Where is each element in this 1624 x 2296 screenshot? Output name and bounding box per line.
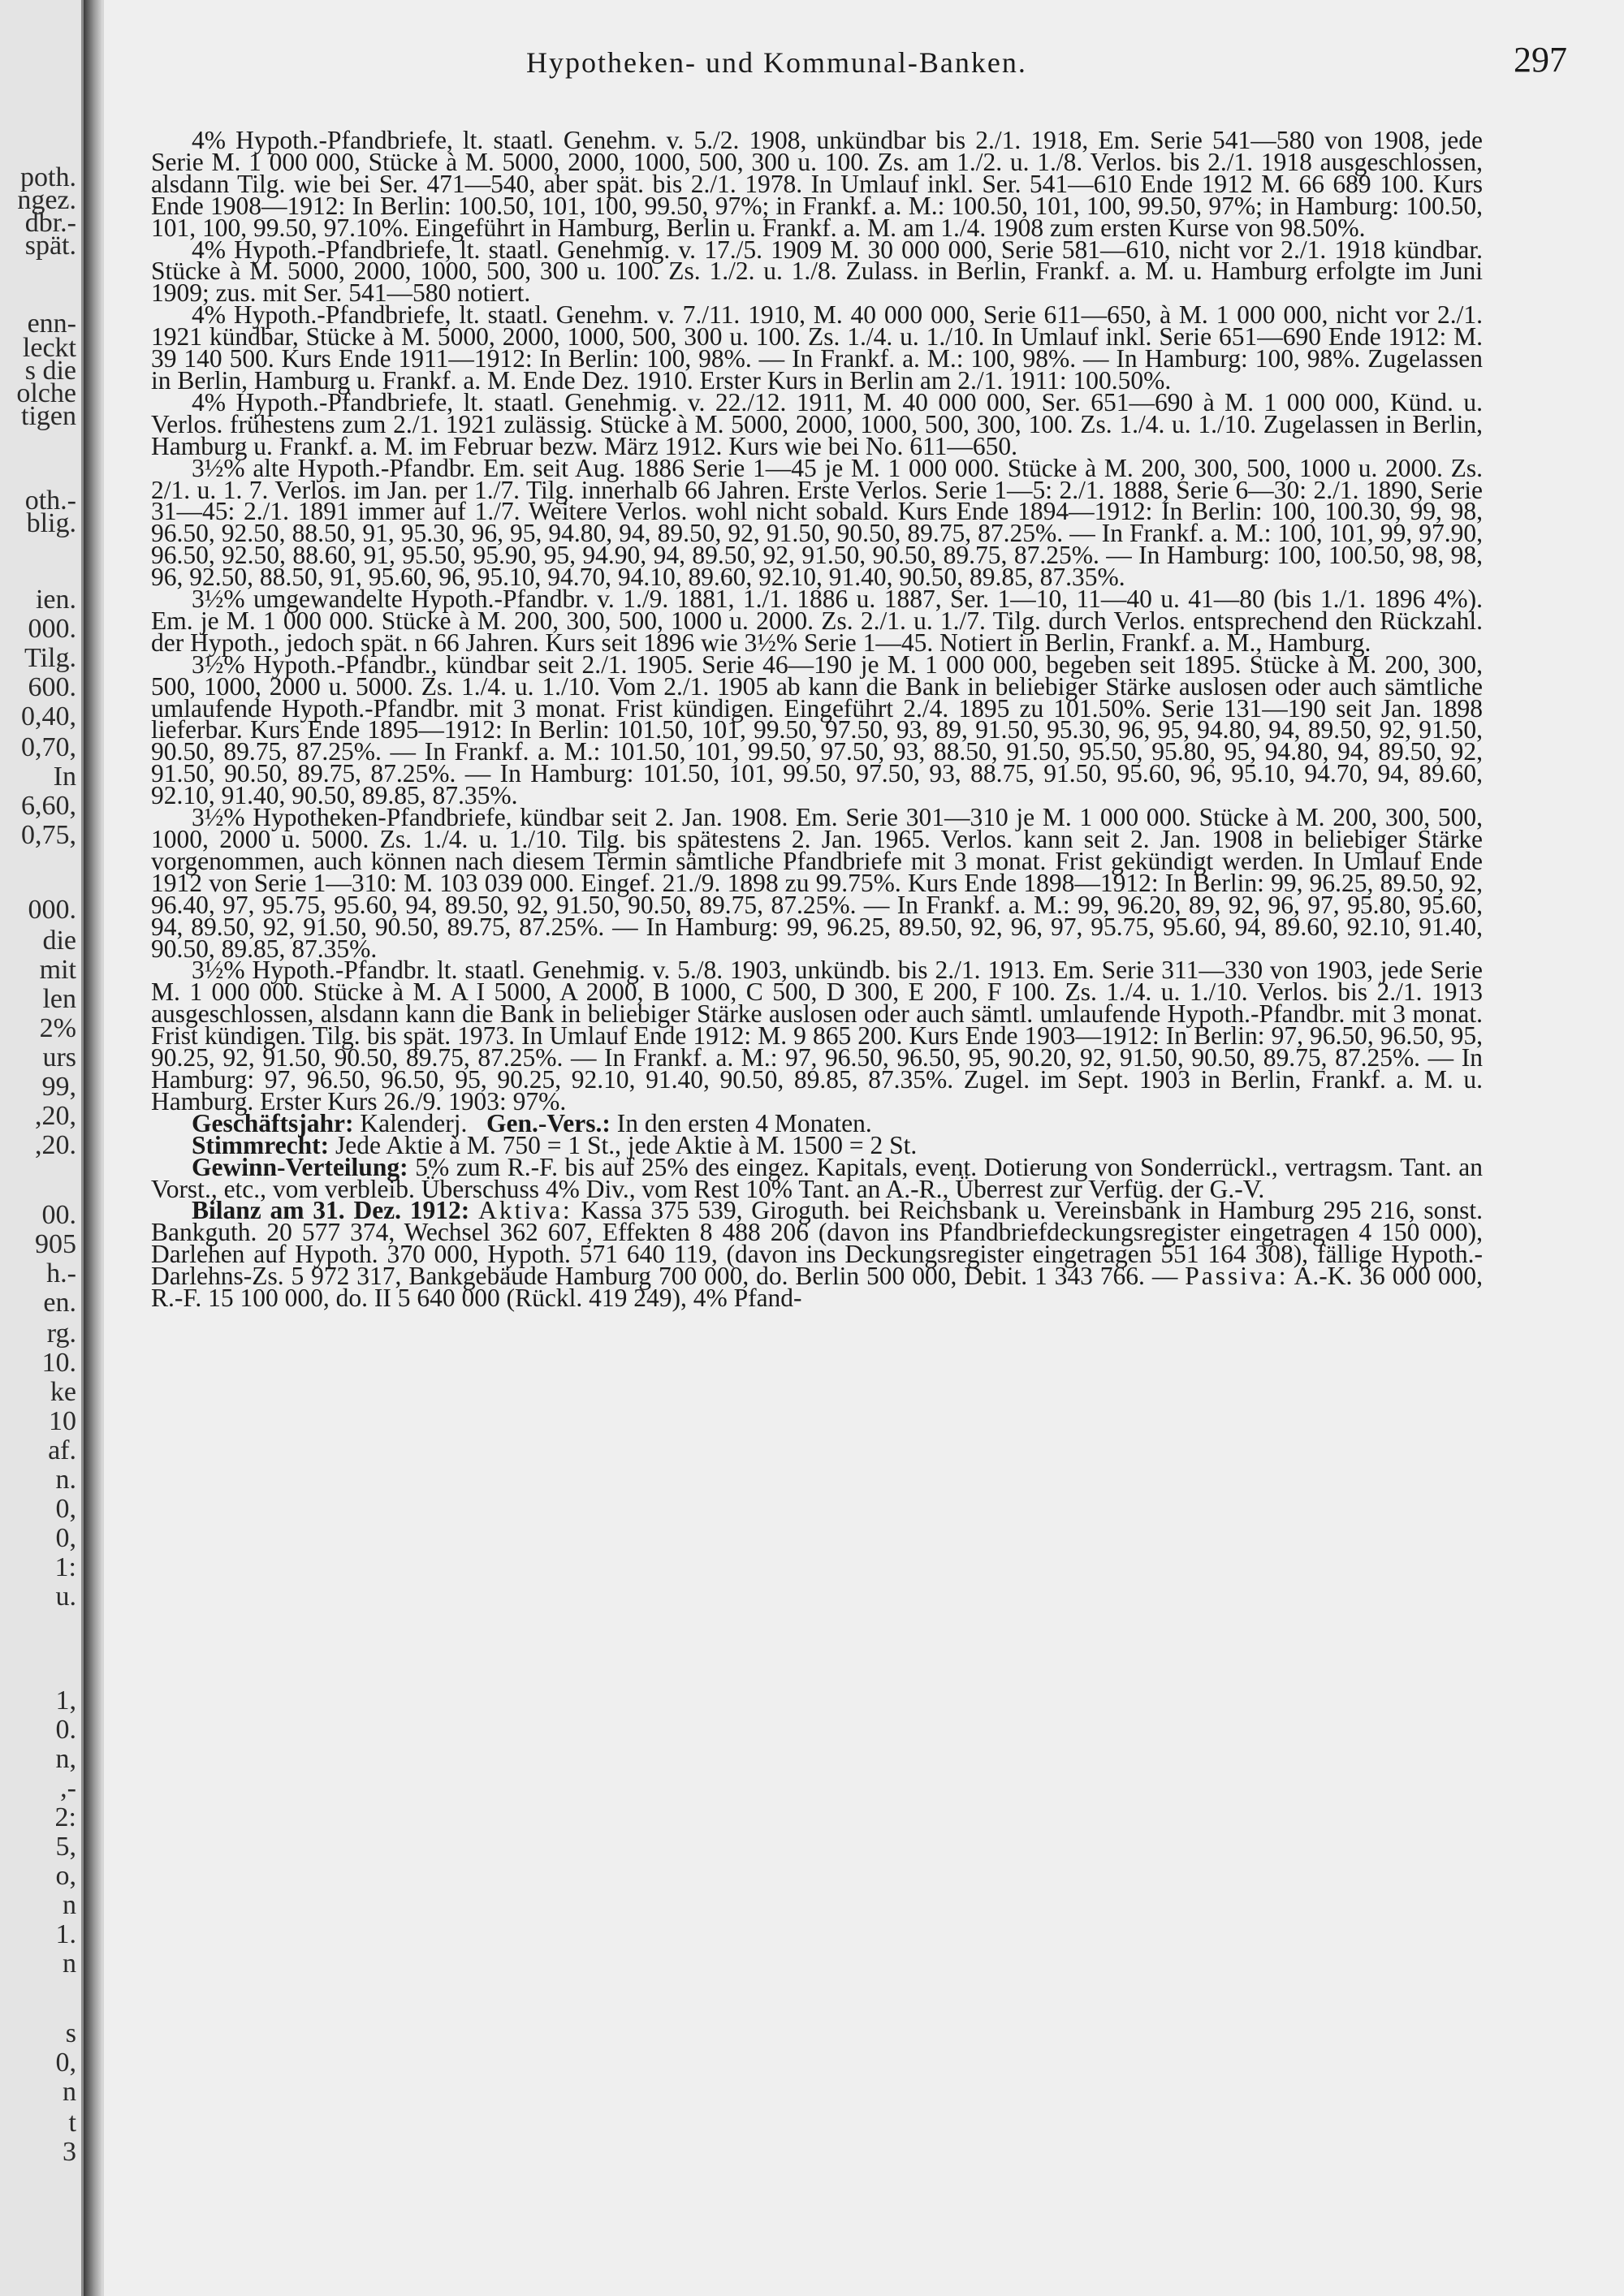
prev-page-fragment: 600.: [28, 672, 76, 702]
bilanz-paragraph: Bilanz am 31. Dez. 1912: Aktiva: Kassa 375 539, Giroguth. bei Reichsbank u. Vereinsbank in Hamburg 295 216, sonst. Bankguth. 20 577 374, Wechsel 362 607, Effekten 8 488 206 (davon ins Pfandbriefdeckungsregister eingetragen 4 150 000), Darlehen auf Hypoth. 370 000, Hypoth. 571 640 119, (davon ins Deckungsregister eingetragen 551 164 308), fällige Hypoth.-Darlehns-Zs. 5 972 317, Bankgebäude Hamburg 700 000, do. Berlin 500 000, Debit. 1 343 766. — Passiva: A.-K. 36 000 000, R.-F. 15 100 000, do. II 5 640 000 (Rückl. 419 249), 4% Pfand-: [151, 1196, 1484, 1313]
prev-page-fragment: u.: [55, 1582, 76, 1612]
prev-page-fragment: blig.: [26, 508, 76, 538]
prev-page-fragment: n: [63, 1890, 76, 1920]
prev-page-fragment: o,: [55, 1861, 76, 1891]
prev-page-fragment: 0,: [55, 1523, 76, 1553]
prev-page-fragment: spät.: [24, 231, 76, 261]
prev-page-fragment: ke: [50, 1377, 76, 1407]
prev-page-fragment: enn-: [27, 309, 76, 339]
prev-page-fragment: s die: [24, 356, 76, 386]
prev-page-fragment: 0,: [55, 2048, 76, 2078]
gen-vers-label: Gen.-Vers.:: [486, 1108, 611, 1137]
prev-page-fragment: ,20,: [35, 1101, 76, 1131]
prev-page-fragment: len: [42, 984, 76, 1014]
prev-page-fragment: 2%: [39, 1013, 76, 1043]
prev-page-fragment: 0,: [55, 1494, 76, 1524]
prev-page-fragment: 0.: [55, 1715, 76, 1745]
prev-page-fragment: oth.-: [24, 486, 76, 516]
prev-page-fragment: en.: [43, 1288, 76, 1318]
prev-page-fragment: 99,: [41, 1072, 76, 1102]
aktiva-label: Aktiva:: [478, 1196, 572, 1225]
prev-page-fragment: 1:: [54, 1552, 76, 1582]
prev-page-fragment: poth.: [20, 162, 76, 192]
aktiva-text: Kassa 375 539, Giroguth. bei Reichsbank u. Vereinsbank in Hamburg 295 216, sonst. Bankguth. 20 577 374, Wechsel 362 607, Effekten 8 488 206 (davon ins Pfandbriefdeckungsregister eingetragen 4 150 000), Darlehen auf Hypoth. 370 000, Hypoth. 571 640 119, (davon ins Deckungsregister eingetragen 551 164 308), fällige Hypoth.-Darlehns-Zs. 5 972 317, Bankgebäude Hamburg 700 000, do. Berlin 500 000, Debit. 1 343 766.: [151, 1196, 1484, 1291]
prev-page-fragment: 10: [49, 1406, 76, 1436]
prev-page-fragment: 1.: [55, 1919, 76, 1949]
bilanz-label: Bilanz am 31. Dez. 1912:: [192, 1196, 470, 1225]
stimmrecht-label: Stimmrecht:: [192, 1130, 330, 1159]
gewinn-verteilung-paragraph: [151, 1152, 1484, 1203]
pfandbrief-paragraph: 3½% Hypoth.-Pfandbr. lt. staatl. Genehmig. v. 5./8. 1903, unkündb. bis 2./1. 1913. Em. Serie 311—330 von 1903, jede Serie M. 1 000 000. Stücke à M. A I 5000, A 2000, B 1000, C 500, D 300, E 200, F 100. Zs. 1./4. u. 1./10. Verlos. bis 2./1. 1913 ausgeschlossen, alsdann kann die Bank in beliebiger Stärke auslosen oder auch sämtl. umlaufende Hypoth.-Pfandbr. mit 3 monat. Frist kündigen. Tilg. bis spät. 1973. In Umlauf Ende 1912: M. 9 865 200. Kurs Ende 1903—1912: In Berlin: 97, 96.50, 96.50, 95, 90.25, 92, 91.50, 90.50, 89.75, 87.25%. — In Frankf. a. M.: 97, 96.50, 96.50, 95, 90.20, 92, 91.50, 90.50, 89.75, 87.25%. — In Hamburg: 97, 96.50, 96.50, 95, 90.25, 92.10, 91.40, 90.50, 89.85, 87.35%. Zugel. im Sept. 1903 in Berlin, Frankf. a. M. u. Hamburg. Erster Kurs 26./9. 1903: 97%.: [151, 956, 1483, 1116]
passiva-text: A.-K. 36 000 000, R.-F. 15 100 000, do. II 5 640 000 (Rückl. 419 249), 4% Pfand-: [151, 1262, 1483, 1313]
prev-page-fragment: Tilg.: [24, 643, 76, 673]
pfandbrief-paragraph: 4% Hypoth.-Pfandbriefe, lt. staatl. Genehmig. v. 17./5. 1909 M. 30 000 000, Serie 581—610, nicht vor 2./1. 1918 kündbar. Stücke à M. 5000, 2000, 1000, 500, 300 u. 100. Zs. 1./2. u. 1./8. Zulass. in Berlin, Frankf. a. M. u. Hamburg erfolgte im Juni 1909; zus. mit Ser. 541—580 notiert.: [151, 235, 1483, 308]
prev-page-fragment: s: [65, 2018, 76, 2048]
prev-page-fragment: In: [53, 762, 76, 792]
prev-page-fragment: t: [68, 2108, 76, 2138]
prev-page-fragment: rg.: [46, 1318, 76, 1349]
prev-page-fragment: 6,60,: [21, 791, 76, 821]
page-header: [104, 40, 1624, 86]
geschaeftsjahr-label: Geschäftsjahr:: [192, 1108, 354, 1137]
prev-page-fragment: 00.: [41, 1200, 76, 1230]
pfandbrief-paragraph: 3½% Hypoth.-Pfandbr., kündbar seit 2./1. 1905. Serie 46—190 je M. 1 000 000, begeben seit 1895. Stücke à M. 200, 300, 500, 1000, 2000 u. 5000. Zs. 1./4. u. 1./10. Vom 2./1. 1905 ab kann die Bank in beliebiger Stärke auslosen oder auch sämtliche umlaufende Hypoth.-Pfandbr. mit 3 monat. Frist kündigen. Eingeführt 2./4. 1895 zu 101.50%. Serie 131—190 seit Jan. 1898 lieferbar. Kurs Ende 1895—1912: In Berlin: 101.50, 101, 99.50, 97.50, 93, 89, 91.50, 95.30, 96, 95, 94.80, 94, 89.50, 92, 91.50, 90.50, 89.75, 87.25%. — In Frankf. a. M.: 101.50, 101, 99.50, 97.50, 93, 88.50, 91.50, 95.50, 95.80, 95, 94.80, 94, 89.50, 92, 91.50, 90.50, 89.75, 87.25%. — In Hamburg: 101.50, 101, 99.50, 97.50, 93, 88.75, 91.50, 95.60, 96, 95.10, 94.70, 94, 89.60, 92.10, 91.40, 90.50, 89.85, 87.35%.: [151, 650, 1483, 810]
prev-page-fragment: n: [63, 1949, 76, 1979]
pfandbrief-paragraph: 3½% Hypotheken-Pfandbriefe, kündbar seit 2. Jan. 1908. Em. Serie 301—310 je M. 1 000 000. Stücke à M. 200, 300, 500, 1000, 2000 u. 5000. Zs. 1./4. u. 1./10. Tilg. bis spätestens 2. Jan. 1965. Verlos. kann seit 2. Jan. 1908 in beliebiger Stärke vorgenommen, auch können nach diesem Termin sämtliche Pfandbriefe mit 3 monat. Frist gekündigt werden. In Umlauf Ende 1912 von Serie 1—310: M. 103 039 000. Eingef. 21./9. 1898 zu 99.75%. Kurs Ende 1898—1912: In Berlin: 99, 96.25, 89.50, 92, 96.40, 97, 95.75, 95.60, 94, 89.50, 92, 91.50, 90.50, 89.75, 87.25%. — In Frankf. a. M.: 99, 96.20, 89, 92, 96, 97, 95.80, 95.60, 94, 89.50, 92, 91.50, 90.50, 89.75, 87.25%. — In Hamburg: 99, 96.25, 89.50, 92, 96, 97, 95.75, 95.60, 94, 89.60, 92.10, 91.40, 90.50, 89.85, 87.35%.: [151, 803, 1483, 963]
prev-page-fragment: 905: [35, 1229, 76, 1259]
pfandbrief-paragraph: 3½% alte Hypoth.-Pfandbr. Em. seit Aug. 1886 Serie 1—45 je M. 1 000 000. Stücke à M. 200, 300, 500, 1000 u. 2000. Zs. 2/1. u. 1. 7. Verlos. im Jan. per 1./7. Tilg. innerhalb 66 Jahren. Erste Verlos. Serie 1—5: 2./1. 1888, Serie 6—30: 2./1. 1890, Serie 31—45: 2./1. 1891 immer auf 1./7. Weitere Verlos. wohl nicht sobald. Kurs Ende 1894—1912: In Berlin: 100, 100.30, 99, 98, 96.50, 92.50, 88.50, 91, 95.30, 96, 95, 94.80, 94, 89.50, 92, 91.50, 90.50, 89.75, 87.25%. — In Frankf. a. M.: 100, 101, 99, 97.90, 96.50, 92.50, 88.60, 91, 95.50, 95.90, 95, 94.90, 94, 89.50, 92, 91.50, 90.50, 89.75, 87.25%. — In Hamburg: 100, 100.50, 98, 98, 96, 92.50, 88.50, 91, 95.60, 96, 95.10, 94.70, 94.10, 89.60, 92.10, 91.40, 90.50, 89.85, 87.35%.: [151, 453, 1483, 592]
gewinn-verteilung-text: 5% zum R.-F. bis auf 25% des eingez. Kapitals, event. Dotierung von Sonderrückl., vertragsm. Tant. an Vorst., etc., vom verbleib. Überschuss 4% Div., vom Rest 10% Tant. an A.-R., Überrest zur Verfüg. der G.-V.: [151, 1152, 1484, 1203]
prev-page-fragment: die: [42, 926, 76, 956]
pfandbrief-paragraph: 3½% umgewandelte Hypoth.-Pfandbr. v. 1./9. 1881, 1./1. 1886 u. 1887, Ser. 1—10, 11—40 u. 41—80 (bis 1./1. 1896 4%). Em. je M. 1 000 000. Stücke à M. 200, 300, 500, 1000 u. 2000. Zs. 2./1. u. 1./7. Tilg. durch Verlos. entsprechend den Rückzahl. der Hypoth., jedoch spät. n 66 Jahren. Kurs seit 1896 wie 3½% Serie 1—45. Notiert in Berlin, Frankf. a. M., Hamburg.: [151, 585, 1483, 657]
pfandbrief-paragraph: 4% Hypoth.-Pfandbriefe, lt. staatl. Genehm. v. 5./2. 1908, unkündbar bis 2./1. 1918, Em. Serie 541—580 von 1908, jede Serie M. 1 000 000, Stücke à M. 5000, 2000, 1000, 500, 300 u. 100. Zs. am 1./2. u. 1./8. Verlos. bis 2./1. 1918 ausgeschlossen, alsdann Tilg. wie bei Ser. 471—540, aber spät. bis 2./1. 1978. In Umlauf inkl. Ser. 541—610 Ende 1912 M. 66 689 100. Kurs Ende 1908—1912: In Berlin: 100.50, 101, 100, 99.50, 97%; in Frankf. a. M.: 100.50, 101, 100, 99.50, 97%; in Hamburg: 100.50, 101, 100, 99.50, 97.10%. Eingeführt in Hamburg, Berlin u. Frankf. a. M. am 1./4. 1908 zum ersten Kurse von 98.50%.: [151, 126, 1483, 242]
passiva-label: Passiva:: [1185, 1262, 1289, 1291]
book-page: [104, 0, 1624, 2296]
page-body: [151, 126, 1484, 1313]
prev-page-fragment: n,: [55, 1744, 76, 1774]
prev-page-fragment: urs: [42, 1042, 76, 1072]
prev-page-fragment: leckt: [22, 333, 76, 363]
pfandbrief-paragraph: 4% Hypoth.-Pfandbriefe, lt. staatl. Genehm. v. 7./11. 1910, M. 40 000 000, Serie 611—650, à M. 1 000 000, nicht vor 2./1. 1921 kündbar, Stücke à M. 5000, 2000, 1000, 500, 300 u. 100. Zs. 1./4. u. 1./10. In Umlauf inkl. Serie 651—690 Ende 1912: M. 39 140 500. Kurs Ende 1911—1912: In Berlin: 100, 98%. — In Frankf. a. M.: 100, 98%. — In Hamburg: 100, 98%. Zugelassen in Berlin, Hamburg u. Frankf. a. M. Ende Dez. 1910. Erster Kurs in Berlin am 2./1. 1911: 100.50%.: [151, 300, 1483, 395]
prev-page-fragment: 3: [63, 2137, 76, 2167]
prev-page-fragment: 0,70,: [21, 732, 76, 762]
prev-page-fragment: af.: [48, 1435, 76, 1465]
stimmrecht-text: Jede Aktie à M. 750 = 1 St., jede Aktie à M. 1500 = 2 St.: [335, 1130, 918, 1159]
prev-page-fragment: olche: [16, 378, 76, 408]
prev-page-fragment: mit: [39, 955, 76, 985]
geschaeftsjahr-text: Kalenderj.: [360, 1108, 468, 1137]
prev-page-fragment: 0,75,: [21, 820, 76, 850]
prev-page-fragment: ,20.: [35, 1130, 76, 1160]
prev-page-fragment: dbr.-: [24, 208, 76, 238]
running-head: Hypotheken- und Kommunal-Banken.: [526, 46, 1027, 79]
prev-page-fragment: 10.: [41, 1348, 76, 1378]
prev-page-fragment: ngez.: [17, 185, 76, 215]
book-gutter: [84, 0, 102, 2296]
page-number: 297: [1514, 40, 1567, 80]
prev-page-fragment: 1,: [55, 1685, 76, 1716]
prev-page-fragment: 2:: [54, 1802, 76, 1832]
prev-page-fragment: h.-: [46, 1258, 76, 1288]
prev-page-fragment: ien.: [35, 585, 76, 615]
prev-page-fragment: 000.: [28, 895, 76, 925]
prev-page-fragment: n.: [55, 1465, 76, 1495]
gen-vers-text: In den ersten 4 Monaten.: [616, 1108, 872, 1137]
previous-page-edge: [0, 0, 84, 2296]
prev-page-fragment: 0,40,: [21, 701, 76, 732]
prev-page-fragment: 000.: [28, 614, 76, 644]
prev-page-fragment: n: [63, 2077, 76, 2107]
prev-page-fragment: ,-: [60, 1773, 76, 1803]
pfandbrief-paragraph: 4% Hypoth.-Pfandbriefe, lt. staatl. Genehmig. v. 22./12. 1911, M. 40 000 000, Ser. 651—690 à M. 1 000 000, Künd. u. Verlos. frühestens zum 2./1. 1921 zulässig. Stücke à M. 5000, 2000, 1000, 500, 300, 100. Zs. 1./4. u. 1./10. Zugelassen in Berlin, Hamburg u. Frankf. a. M. im Februar bezw. März 1912. Kurs wie bei No. 611—650.: [151, 387, 1483, 460]
prev-page-fragment: 5,: [55, 1832, 76, 1862]
prev-page-fragment: tigen: [21, 401, 76, 431]
gewinn-verteilung-label: Gewinn-Verteilung:: [192, 1152, 408, 1181]
